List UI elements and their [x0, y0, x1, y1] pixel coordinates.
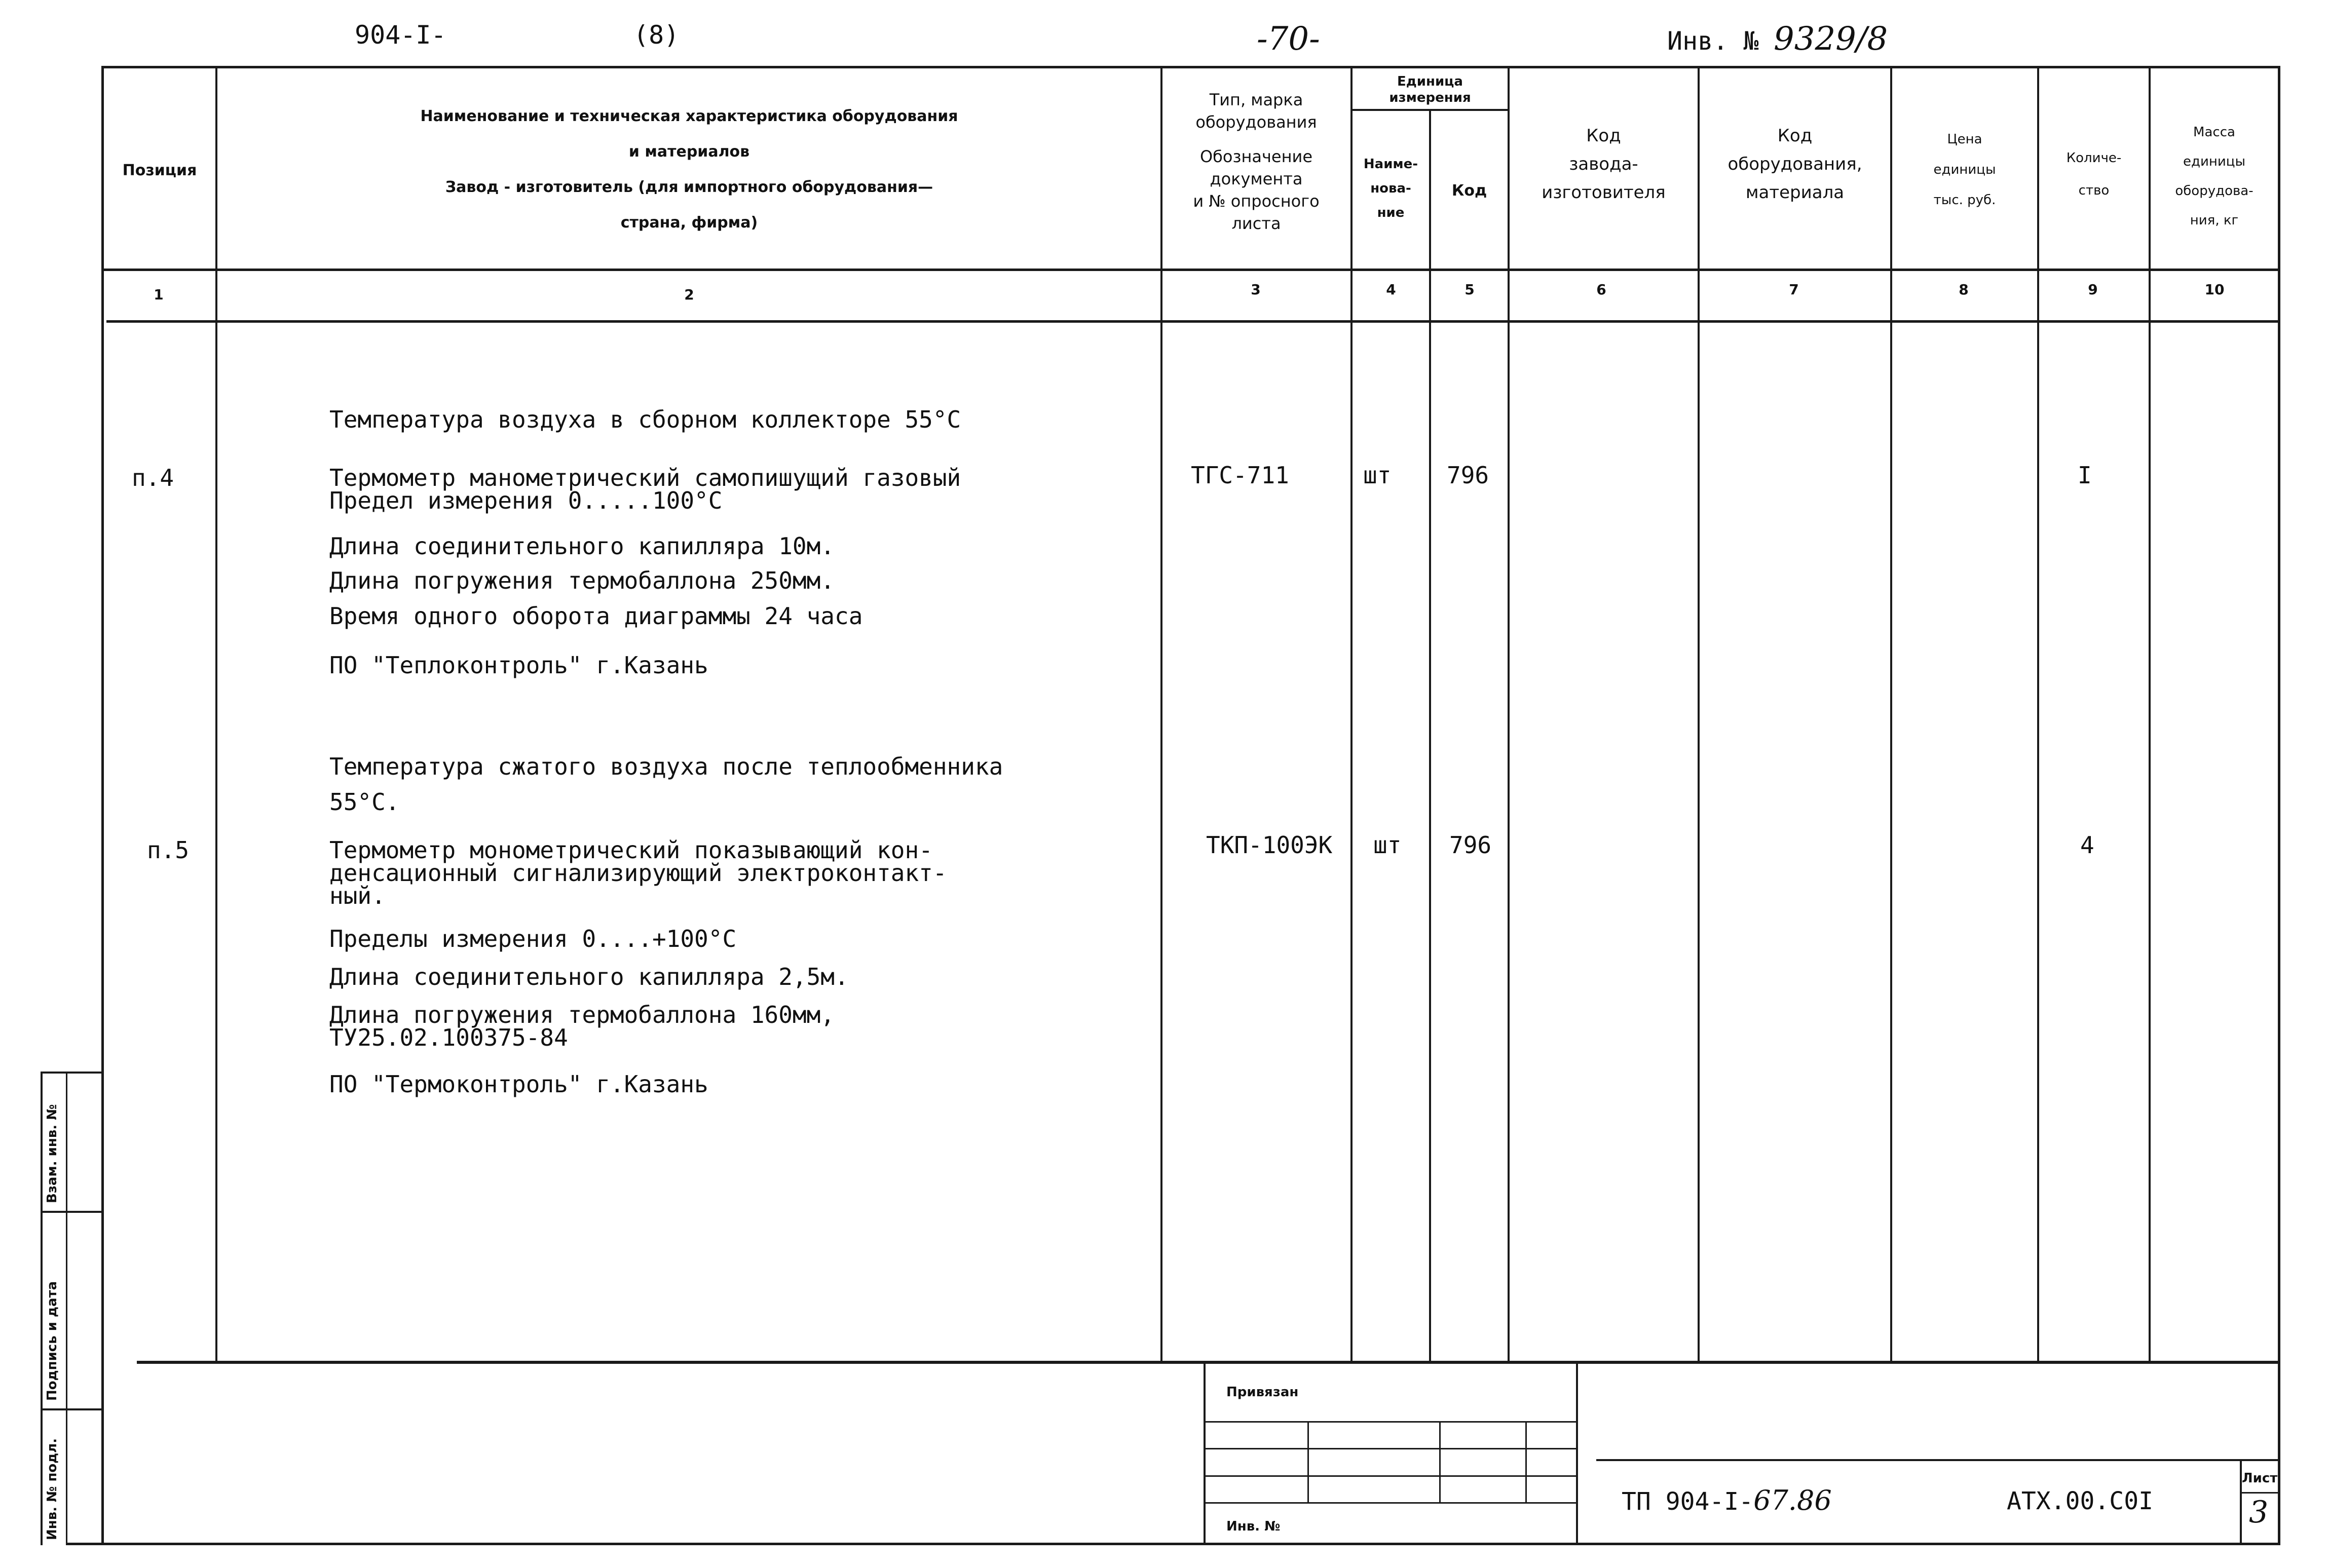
- col-line-4: [1429, 109, 1431, 1363]
- inv-number: 9329/8: [1774, 20, 1888, 58]
- item2-line6: Длина погружения термобаллона 160мм,: [329, 1001, 835, 1028]
- col-line-1: [215, 66, 217, 1363]
- item1-section-title: Температура воздуха в сборном коллекторе 55°С: [329, 406, 961, 433]
- table-bottom-border: [137, 1361, 2280, 1364]
- header-qty-line2: ство: [2078, 183, 2110, 198]
- header-factory-line1: Код: [1586, 126, 1621, 146]
- header-unit-code: Код: [1451, 182, 1487, 200]
- col-line-left: [101, 66, 104, 1545]
- sheet-bottom-border: [66, 1543, 2280, 1545]
- titleblock-vcol2: [1439, 1421, 1441, 1502]
- item2-line4: Пределы измерения 0....+100°С: [329, 925, 737, 952]
- item2-position: п.5: [147, 836, 190, 864]
- header-unit-name-line2: нова-: [1370, 181, 1411, 196]
- item1-line1: Термометр манометрический самопишущий газовый: [329, 464, 961, 491]
- table-colnum-divider: [106, 320, 2280, 323]
- header-unit-name: [1353, 152, 1429, 225]
- colnum-2: 2: [684, 286, 694, 303]
- titleblock-sheet-number: 3: [2249, 1495, 2269, 1530]
- header-type-line4: документа: [1210, 169, 1303, 188]
- header-name-line1: Наименование и техническая характеристика оборудования: [420, 107, 958, 125]
- col-line-5: [1508, 66, 1510, 1363]
- item1-line3: Длина соединительного капилляра 10м.: [329, 532, 835, 560]
- header-factory-line2: завода-: [1569, 154, 1638, 174]
- colnum-4: 4: [1386, 281, 1396, 298]
- titleblock-sheet-label: Лист: [2242, 1471, 2278, 1486]
- header-mass-line2: единицы: [2183, 154, 2245, 169]
- header-type: [1162, 89, 1350, 235]
- header-mass-line4: ния, кг: [2190, 213, 2239, 228]
- header-price-line1: Цена: [1947, 132, 1982, 147]
- titleblock-vcol1: [1307, 1421, 1309, 1502]
- header-price: [1892, 124, 2037, 215]
- titleblock-doc-code: АТХ.00.С0I: [2007, 1487, 2153, 1515]
- header-name-line2: и материалов: [628, 143, 750, 161]
- header-quantity: [2039, 142, 2149, 207]
- item2-line2: денсационный сигнализирующий электроконтакт-: [329, 859, 947, 887]
- titleblock-doc-hand: 67.86: [1753, 1484, 1832, 1516]
- header-factory-line3: изготовителя: [1542, 182, 1666, 203]
- item2-line1: Термометр монометрический показывающий кон-: [329, 836, 933, 864]
- series-number: 904-I-: [355, 20, 446, 50]
- side-stamp-mid: [66, 1072, 67, 1545]
- titleblock-sheet-mid: [2240, 1492, 2278, 1494]
- titleblock-inv-no: Инв. №: [1226, 1519, 1281, 1534]
- colnum-6: 6: [1596, 281, 1606, 298]
- header-mass: [2151, 118, 2278, 235]
- col-line-7: [1890, 66, 1892, 1363]
- item2-section-title-line1: Температура сжатого воздуха после теплообменника: [329, 753, 1003, 780]
- header-factory-code: [1510, 122, 1698, 207]
- titleblock-row1: [1204, 1421, 1576, 1423]
- col-line-9: [2149, 66, 2151, 1363]
- item1-line2: Предел измерения 0.....100°С: [329, 487, 723, 514]
- header-mass-line3: оборудова-: [2175, 183, 2254, 199]
- header-type-line3: Обозначение: [1199, 147, 1313, 166]
- header-name: [218, 99, 1160, 241]
- header-unit-name-line3: ние: [1377, 205, 1405, 220]
- col-line-6: [1698, 66, 1700, 1363]
- colnum-10: 10: [2204, 281, 2225, 298]
- header-qty-line1: Количе-: [2066, 150, 2122, 166]
- item2-type: ТКП-100ЭК: [1206, 831, 1333, 859]
- titleblock-row4: [1204, 1502, 1576, 1504]
- header-equip-line2: оборудования,: [1728, 154, 1862, 174]
- header-type-line6: листа: [1231, 214, 1281, 233]
- item1-position: п.4: [132, 464, 174, 491]
- side-stamp-div2: [41, 1408, 104, 1410]
- colnum-9: 9: [2088, 281, 2098, 298]
- item2-unit-code: 796: [1449, 831, 1492, 859]
- side-stamp-div1: [41, 1211, 104, 1213]
- page-number: -70-: [1257, 20, 1320, 58]
- item1-unit-name: шт: [1363, 462, 1392, 489]
- item1-unit-code: 796: [1447, 462, 1489, 489]
- titleblock-doc-prefix: ТП 904-I-: [1622, 1487, 1754, 1516]
- side-label-vzam: Взам. инв. №: [45, 1104, 60, 1203]
- item1-quantity: I: [2078, 462, 2092, 489]
- col-line-2: [1160, 66, 1162, 1363]
- header-unit-group: [1353, 73, 1508, 106]
- titleblock-row2: [1204, 1448, 1576, 1449]
- table-top-border: [101, 66, 2280, 68]
- header-unit-name-line1: Наиме-: [1363, 157, 1418, 172]
- item1-type: ТГС-711: [1191, 462, 1289, 489]
- side-label-podpis: Подпись и дата: [45, 1281, 60, 1401]
- header-name-line3: Завод - изготовитель (для импортного оборудования—: [445, 178, 933, 196]
- side-stamp-top: [41, 1072, 104, 1074]
- item2-quantity: 4: [2080, 831, 2094, 859]
- titleblock-doc-number: [1622, 1484, 1832, 1516]
- titleblock-main-top: [1596, 1459, 2278, 1461]
- header-name-line4: страна, фирма): [620, 214, 758, 232]
- table-header-divider: [104, 269, 2280, 271]
- titleblock-privyazan: Привязан: [1226, 1385, 1299, 1400]
- item2-line7: ТУ25.02.100375-84: [329, 1024, 568, 1051]
- series-paren: (8): [633, 20, 680, 50]
- item1-line5: Время одного оборота диаграммы 24 часа: [329, 602, 863, 630]
- titleblock-row3: [1204, 1475, 1576, 1477]
- unit-group-divider: [1350, 109, 1508, 111]
- item1-line4: Длина погружения термобаллона 250мм.: [329, 567, 835, 594]
- colnum-5: 5: [1465, 281, 1475, 298]
- header-price-line2: единицы: [1933, 162, 1996, 177]
- col-line-right: [2278, 66, 2280, 1545]
- col-line-8: [2037, 66, 2039, 1363]
- titleblock-privyazan-left: [1204, 1364, 1206, 1545]
- colnum-1: 1: [154, 286, 164, 303]
- header-type-line2: оборудования: [1195, 112, 1317, 132]
- header-price-line3: тыс. руб.: [1933, 193, 1996, 208]
- item2-section-title-line2: 55°С.: [329, 788, 400, 816]
- item2-unit-name: шт: [1373, 831, 1402, 859]
- col-line-3: [1350, 66, 1353, 1363]
- colnum-8: 8: [1959, 281, 1969, 298]
- header-position: Позиция: [122, 162, 197, 179]
- header-equip-line3: материала: [1745, 182, 1845, 203]
- item2-line3: ный.: [329, 882, 386, 909]
- header-unit-line1: Единица: [1397, 74, 1463, 89]
- header-unit-line2: измерения: [1389, 90, 1471, 105]
- titleblock-vcol3: [1525, 1421, 1527, 1502]
- titleblock-privyazan-right: [1576, 1364, 1578, 1545]
- header-type-line5: и № опросного: [1193, 192, 1320, 211]
- item2-line5: Длина соединительного капилляра 2,5м.: [329, 963, 849, 990]
- header-equip-line1: Код: [1777, 126, 1813, 146]
- header-equipment-code: [1700, 122, 1890, 207]
- inv-label: Инв. №: [1667, 26, 1759, 56]
- side-label-inv-podl: Инв. № подл.: [45, 1438, 60, 1540]
- item1-line6: ПО "Теплоконтроль" г.Казань: [329, 652, 708, 679]
- side-stamp-left: [41, 1072, 43, 1545]
- item2-line8: ПО "Термоконтроль" г.Казань: [329, 1070, 708, 1098]
- colnum-7: 7: [1789, 281, 1799, 298]
- header-type-line1: Тип, марка: [1209, 90, 1303, 109]
- colnum-3: 3: [1251, 281, 1261, 298]
- header-mass-line1: Масса: [2193, 125, 2235, 140]
